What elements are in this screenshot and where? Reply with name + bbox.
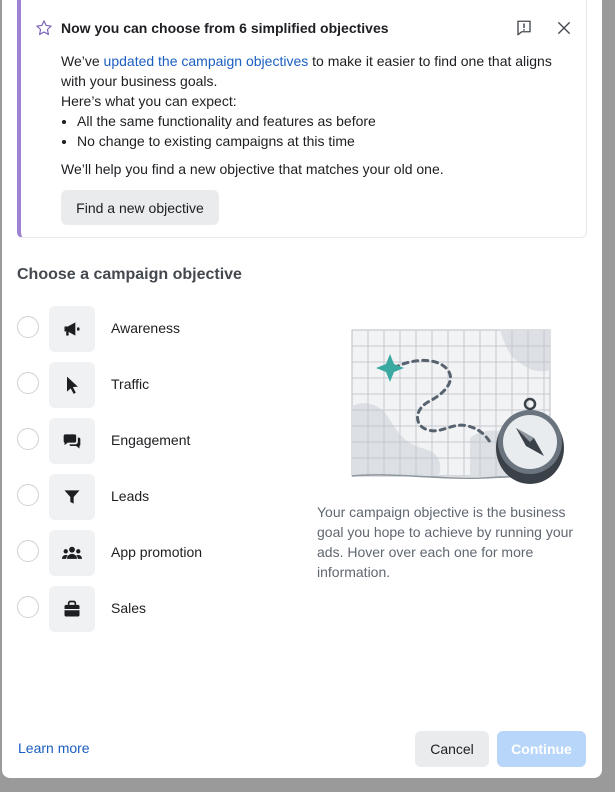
continue-button[interactable]: Continue bbox=[497, 731, 586, 767]
icon-box bbox=[49, 474, 95, 520]
find-new-objective-button[interactable]: Find a new objective bbox=[61, 190, 219, 225]
radio-button[interactable] bbox=[17, 484, 39, 506]
objectives-update-banner bbox=[17, 0, 587, 238]
objective-label: Engagement bbox=[111, 432, 191, 448]
radio-button[interactable] bbox=[17, 596, 39, 618]
objective-awareness[interactable] bbox=[17, 306, 277, 352]
expect-bullet: • All the same functionality and features as before bbox=[77, 111, 571, 131]
megaphone-icon bbox=[62, 319, 82, 339]
radio-button[interactable] bbox=[17, 372, 39, 394]
radio-button[interactable] bbox=[17, 428, 39, 450]
radio-button[interactable] bbox=[17, 540, 39, 562]
expect-heading: Here’s what you can expect: bbox=[61, 93, 237, 109]
section-title: Choose a campaign objective bbox=[17, 266, 242, 283]
icon-box bbox=[49, 586, 95, 632]
objective-label: Leads bbox=[111, 488, 150, 504]
chat-bubbles-icon bbox=[62, 431, 82, 451]
objective-label: Traffic bbox=[111, 376, 150, 392]
updated-objectives-link[interactable]: updated the campaign objectives bbox=[103, 53, 309, 69]
objective-label: Awareness bbox=[111, 320, 181, 336]
objective-app-promotion[interactable] bbox=[17, 530, 277, 576]
banner-body bbox=[61, 51, 571, 179]
campaign-objective-dialog bbox=[2, 0, 602, 778]
intro-suffix: to make it easier to find one that aligns with your business goals. bbox=[61, 53, 552, 89]
intro-prefix: We’ve bbox=[61, 53, 104, 69]
radio-button[interactable] bbox=[17, 316, 39, 338]
icon-box bbox=[49, 306, 95, 352]
objective-engagement[interactable] bbox=[17, 418, 277, 464]
icon-box bbox=[49, 418, 95, 464]
objective-label: Sales bbox=[111, 600, 147, 616]
icon-box bbox=[49, 362, 95, 408]
people-icon bbox=[61, 543, 83, 563]
objective-info-text: Your campaign objective is the business goal you hope to achieve by running your ads. Hover over each one for more information. bbox=[317, 504, 574, 580]
banner-intro bbox=[61, 51, 571, 91]
shopping-bag-icon bbox=[62, 599, 82, 619]
learn-more-link[interactable]: Learn more bbox=[18, 740, 90, 756]
funnel-icon bbox=[62, 487, 82, 507]
star-icon bbox=[35, 19, 53, 37]
objective-leads[interactable] bbox=[17, 474, 277, 520]
objective-label: App promotion bbox=[111, 544, 203, 560]
objective-traffic[interactable] bbox=[17, 362, 277, 408]
icon-box bbox=[49, 530, 95, 576]
expect-bullet: • No change to existing campaigns at this time bbox=[77, 131, 571, 151]
banner-followup: We’ll help you find a new objective that matches your old one. bbox=[61, 161, 444, 177]
objective-sales[interactable] bbox=[17, 586, 277, 632]
feedback-icon[interactable] bbox=[515, 19, 533, 37]
close-icon[interactable] bbox=[555, 19, 573, 37]
expect-list bbox=[61, 111, 571, 151]
map-compass-illustration bbox=[350, 328, 568, 492]
cancel-button[interactable]: Cancel bbox=[415, 731, 489, 767]
cursor-icon bbox=[62, 375, 82, 395]
banner-title: Now you can choose from 6 simplified objectives bbox=[61, 20, 389, 36]
